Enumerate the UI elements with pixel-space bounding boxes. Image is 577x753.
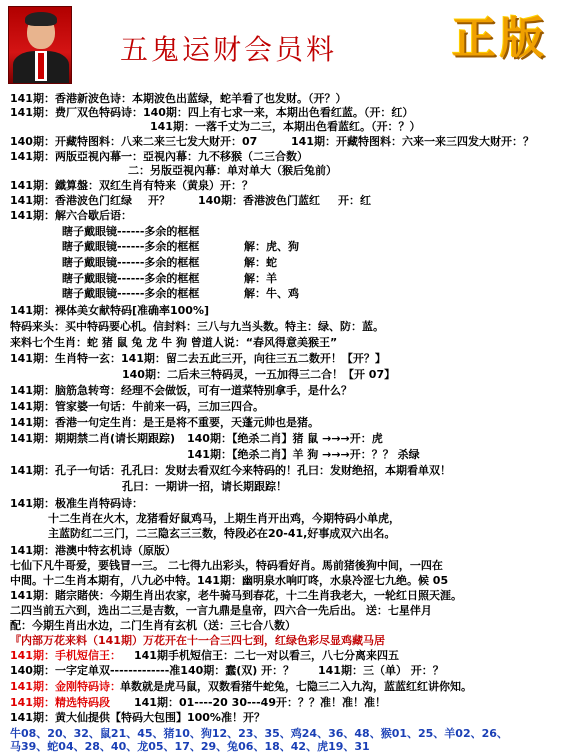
text-line: 140期：香港波色门蓝红 bbox=[198, 194, 320, 207]
text-line: 牛08、20、32、鼠21、45、猪10、狗12、23、35、鸡24、36、48、猴01、25、羊02、26、 bbox=[10, 727, 508, 740]
text-line: 141期：脑筋急转弯：经理不会做饭，可有一道菜特别拿手，是什么？ bbox=[10, 384, 352, 397]
text-line: 141期：港澳中特玄机诗（原版） bbox=[10, 544, 176, 557]
text-line: 瞎子戴眼镜------多余的框框 bbox=[62, 256, 200, 269]
text-line: 瞎子戴眼镜------多余的框框 bbox=[62, 225, 200, 238]
text-line: 解：羊 bbox=[244, 272, 277, 285]
text-line: 141期：金刚特码诗： bbox=[10, 680, 121, 693]
text-line: 140期：二后未三特码灵，一五加得三二合！【开 07】 bbox=[122, 368, 396, 381]
text-line: 『内部万花来料（141期）万花开在十一合三四七到，红绿色彩尽显鸡藏马居 bbox=[10, 634, 385, 647]
text-line: 141期：香港波色门红绿 bbox=[10, 194, 132, 207]
text-line: 解：蛇 bbox=[244, 256, 277, 269]
text-line: 瞎子戴眼镜------多余的框框 bbox=[62, 272, 200, 285]
text-line: 141期：管家婆一句话：牛前来一码，三加三四合。 bbox=[10, 400, 264, 413]
text-line: 141期：黄大仙提供【特码大包围】100%准！开？ bbox=[10, 711, 265, 724]
portrait-photo bbox=[8, 6, 72, 84]
text-line: 主蓝防红二三门，二三隐玄三三数，特段必在20-41,好事成双六出名。 bbox=[48, 527, 396, 540]
text-line: 单数就是虎马鼠，双数看猪牛蛇兔，七隐三二入九沟，蓝蓝红红讲你知。 bbox=[120, 680, 472, 693]
text-line: 二四当前五六到，选出二三是吉数，一言九鼎是皇帝，四六合一先后出。 送：七星伴月 bbox=[10, 604, 432, 617]
text-line: 141期：香港新波色诗：本期波色出蓝绿，蛇羊看了也发财。（开？） bbox=[10, 92, 347, 105]
text-line: 141期：两版亞視內幕一：亞視內幕：九不移猴（二三合数） bbox=[10, 150, 308, 163]
text-line: 瞎子戴眼镜------多余的框框 bbox=[62, 240, 200, 253]
text-line: 来料七个生肖：蛇 猪 鼠 兔 龙 牛 狗 曾道人说：“春风得意美猴王” bbox=[10, 336, 338, 349]
text-line: 十二生肖在火木，龙猪看好鼠鸡马，上期生肖开出鸡，今期特码小单虎， bbox=[48, 512, 400, 525]
text-line: 140期：【绝杀二肖】猪 鼠 →→→开：虎 bbox=[187, 432, 383, 445]
text-line: 141期：孔子一句话：孔孔曰：发财去看双红今来特码的！孔曰：发财绝招，本期看单双！ bbox=[10, 464, 451, 477]
text-line: 七仙下凡牛哥爱，要钱冒一三。 二七得九出彩头，特码看好肖。馬前猪後狗中间，一四在 bbox=[10, 559, 443, 572]
text-line: 141期：01----20 30---49开：？？准！准！准！ bbox=[134, 696, 386, 709]
text-line: 141期：解六合歇后语： bbox=[10, 209, 132, 222]
page-title: 五鬼运财会员料 bbox=[120, 33, 338, 66]
text-line: 141期：【绝杀二肖】羊 狗 →→→开：？？ 杀绿 bbox=[187, 448, 420, 461]
text-line: 141期：一落千丈为二三，本期出色看蓝红。（开：？） bbox=[150, 120, 421, 133]
text-line: 141期：费厂双色特码诗：140期：四上有七求一来，本期出色看红蓝。（开：红） bbox=[10, 106, 414, 119]
text-line: 解：牛、鸡 bbox=[244, 287, 299, 300]
text-line: 140期：开藏特图料：八来二来三七发大财开：07 bbox=[10, 135, 258, 148]
text-line: 瞎子戴眼镜------多余的框框 bbox=[62, 287, 200, 300]
text-line: 特码来头：买中特码要心机。信封料：三八与九当头数。特主：绿、防：蓝。 bbox=[10, 320, 384, 333]
text-line: 二：另版亞視內幕：单对单大（猴后兔前） bbox=[128, 164, 337, 177]
text-line: 141期：鐵算盤：双红生肖有特来（黄泉）开：？ bbox=[10, 179, 253, 192]
text-line: 141期：裸体美女献特码[准确率100%] bbox=[10, 304, 209, 317]
text-line: 141期：手机短信王： bbox=[10, 649, 121, 662]
text-line: 141期：生肖特一玄：141期：留二去五此三开，向往三五二数开！【开？】 bbox=[10, 352, 386, 365]
text-line: 141期：賭宗賭侠：今期生肖出农家，老牛骑马到春花，十二生肖我老大，一轮红日照天涯。 bbox=[10, 589, 462, 602]
text-line: 中間。十二生肖本期有，八九必中特。141期：幽明泉水响叮咚，水泉冷涩七九绝。候 05 bbox=[10, 574, 449, 587]
text-line: 141期：香港一句定生肖：是王是将不重要，天蓬元帅也是猪。 bbox=[10, 416, 319, 429]
text-line: 141期：三（单） 开：？ bbox=[318, 664, 444, 677]
text-line: 配：今期生肖出水边，二门生肖有玄机（送：三七合八数） bbox=[10, 619, 296, 632]
text-line: 141期：精选特码段 bbox=[10, 696, 110, 709]
text-line: 141期：期期禁二肖(请长期跟踪) bbox=[10, 432, 176, 445]
text-line: 开：红 bbox=[338, 194, 371, 207]
text-line: 解：虎、狗 bbox=[244, 240, 299, 253]
text-line: 141期：开藏特图料：六来一来三四发大财开：？ bbox=[291, 135, 534, 148]
text-line: 孔曰：一期讲一招，请长期跟踪！ bbox=[122, 480, 287, 493]
authentic-badge: 正版 bbox=[452, 13, 548, 64]
text-line: 开？ bbox=[148, 194, 170, 207]
text-line: 140期：一字定单双-------------准140期：蠢(双) 开：？ bbox=[10, 664, 295, 677]
text-line: 马39、蛇04、28、40、龙05、17、29、兔06、18、42、虎19、31 bbox=[10, 740, 370, 753]
text-line: 141期手机短信王：二七一对以看三，八七分离来四五 bbox=[134, 649, 399, 662]
text-line: 141期：极准生肖特码诗： bbox=[10, 497, 143, 510]
